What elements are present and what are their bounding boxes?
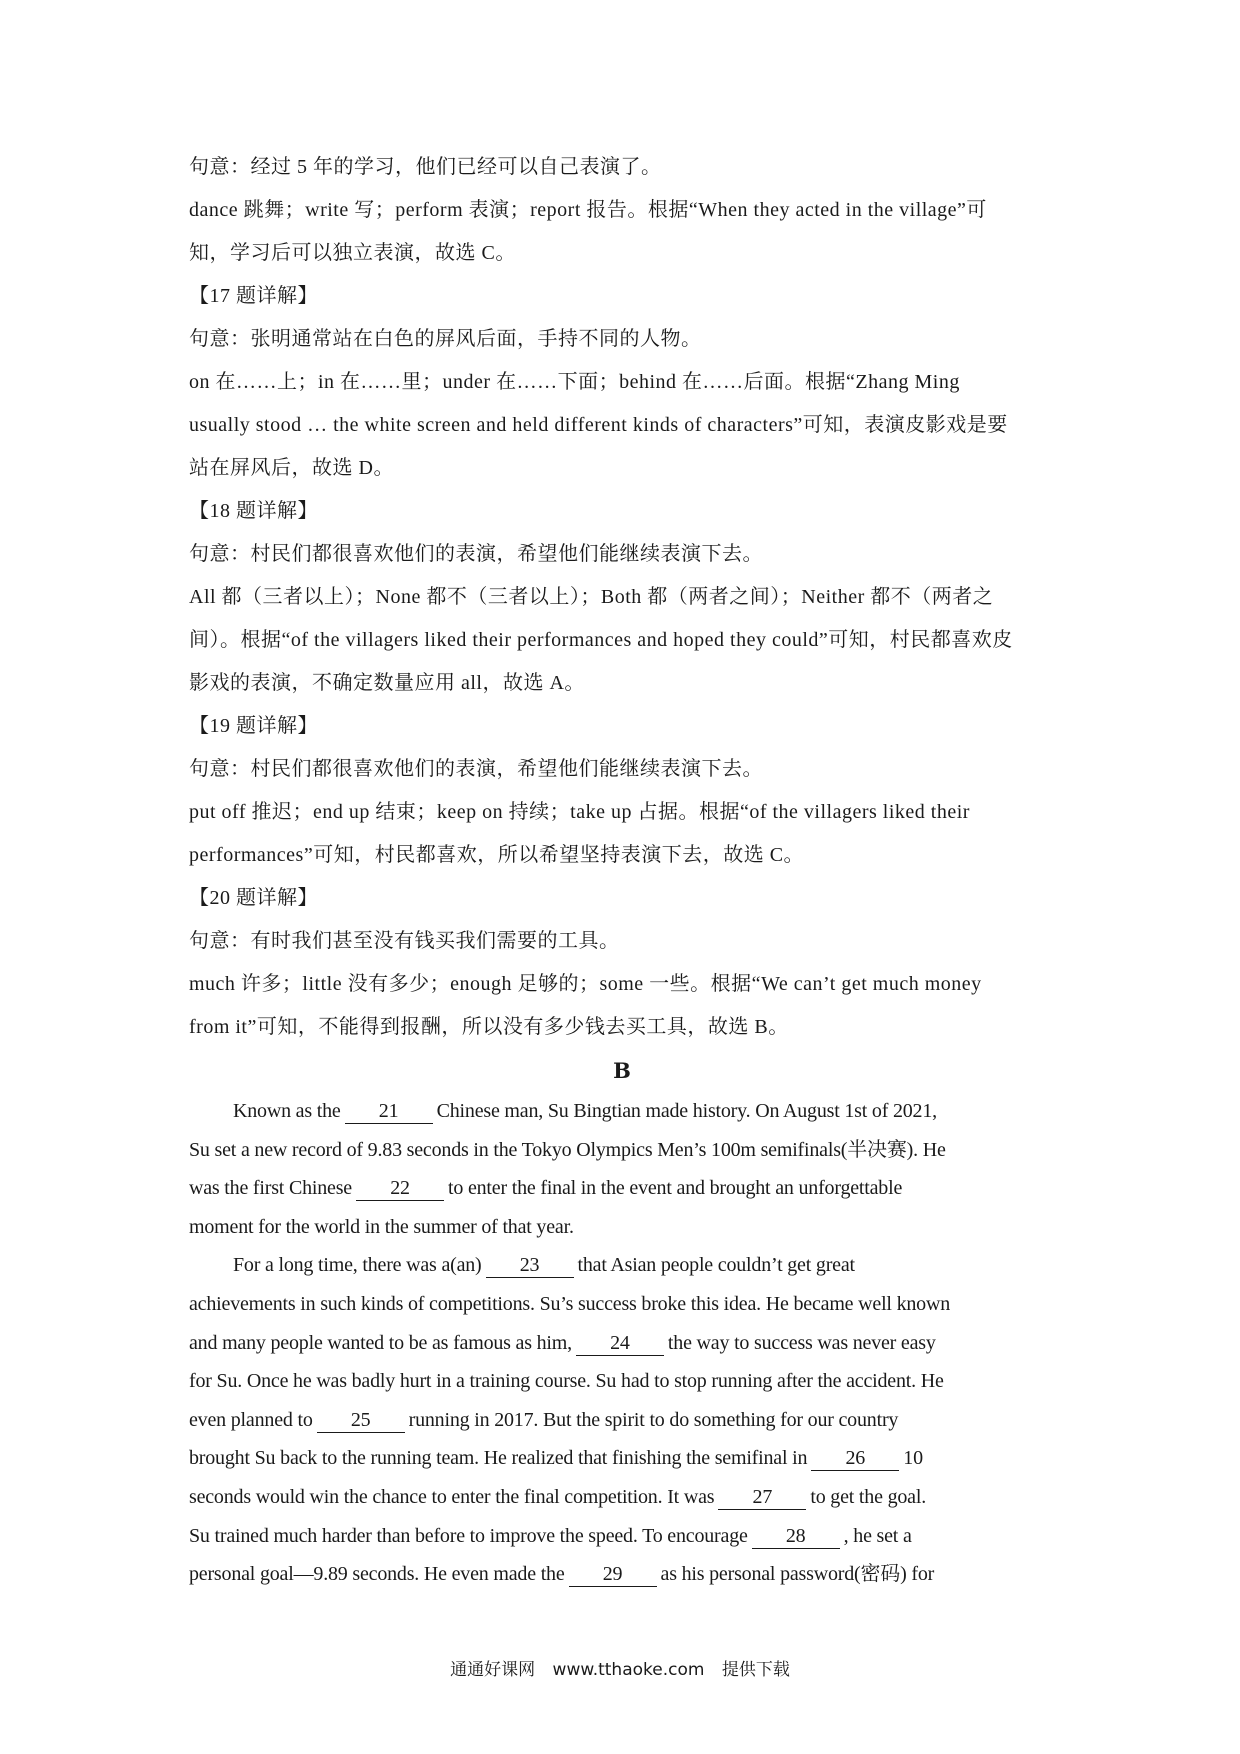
footer-url[interactable]: www.tthaoke.com xyxy=(552,1660,705,1680)
passage-text: moment for the world in the summer of that year. xyxy=(189,1215,574,1238)
passage-line xyxy=(189,1362,1055,1401)
explanation-line: dance 跳舞；write 写；perform 表演；report 报告。根据“When they acted in the village”可 xyxy=(189,199,987,221)
answer-blank: 28 xyxy=(752,1524,840,1549)
explanation-line: usually stood … the white screen and held different kinds of characters”可知，表演皮影戏是要 xyxy=(189,414,1008,436)
explanations xyxy=(189,146,1055,1049)
passage-text: was the first Chinese xyxy=(189,1177,352,1200)
passage-line xyxy=(189,1169,1055,1208)
passage-text: that Asian people couldn’t get great xyxy=(577,1254,855,1277)
answer-blank: 26 xyxy=(811,1446,899,1471)
passage-text: Known as the xyxy=(233,1100,341,1122)
explanation-line: 间）。根据“of the villagers liked their performances and hoped they could”可知，村民都喜欢皮 xyxy=(189,629,1013,651)
explanation-line: 【17 题详解】 xyxy=(189,285,318,307)
answer-blank: 24 xyxy=(576,1331,664,1356)
answer-blank: 22 xyxy=(356,1176,444,1201)
explanation-line: on 在……上；in 在……里；under 在……下面；behind 在……后面。根据“Zhang Ming xyxy=(189,371,960,393)
passage-text: Su trained much harder than before to improve the speed. To encourage xyxy=(189,1524,748,1547)
passage-line xyxy=(189,1285,1055,1324)
passage-b xyxy=(189,1092,1055,1594)
passage-text: even planned to xyxy=(189,1408,313,1431)
section-heading: B xyxy=(613,1058,631,1083)
passage-text: For a long time, there was a(an) xyxy=(233,1254,482,1277)
explanation-line: 【20 题详解】 xyxy=(189,887,318,909)
page-footer xyxy=(0,1655,1240,1680)
answer-blank: 23 xyxy=(486,1253,574,1278)
passage-text: brought Su back to the running team. He realized that finishing the semifinal in xyxy=(189,1447,808,1470)
passage-text: running in 2017. But the spirit to do something for our country xyxy=(408,1408,899,1431)
passage-text: 10 xyxy=(903,1447,923,1470)
explanation-line: 句意：张明通常站在白色的屏风后面，手持不同的人物。 xyxy=(189,328,702,350)
explanation-line: 【19 题详解】 xyxy=(189,715,318,737)
passage-line xyxy=(189,1439,1055,1478)
footer-note: 提供下载 xyxy=(721,1660,790,1680)
explanation-line: 句意：有时我们甚至没有钱买我们需要的工具。 xyxy=(189,930,620,952)
passage-text: to get the goal. xyxy=(810,1485,927,1508)
passage-text: for Su. Once he was badly hurt in a training course. Su had to stop running after the accident. He xyxy=(189,1370,944,1393)
passage-text: , he set a xyxy=(843,1524,912,1547)
passage-text: personal goal—9.89 seconds. He even made the xyxy=(189,1563,565,1586)
passage-line xyxy=(189,1324,1055,1363)
passage-line xyxy=(189,1401,1055,1440)
answer-blank: 29 xyxy=(569,1562,657,1587)
explanation-line: 【18 题详解】 xyxy=(189,500,318,522)
passage-text: seconds would win the chance to enter the final competition. It was xyxy=(189,1485,715,1508)
passage-text: as his personal password(密码) for xyxy=(660,1563,935,1586)
explanation-line: from it”可知，不能得到报酬，所以没有多少钱去买工具，故选 B。 xyxy=(189,1016,789,1038)
passage-text: achievements in such kinds of competitions. Su’s success broke this idea. He became well known xyxy=(189,1292,951,1315)
passage-text: the way to success was never easy xyxy=(667,1331,936,1354)
footer-site-name: 通通好课网 xyxy=(450,1660,536,1680)
passage-text: to enter the final in the event and brought an unforgettable xyxy=(448,1177,903,1200)
explanation-line: 句意：村民们都很喜欢他们的表演，希望他们能继续表演下去。 xyxy=(189,758,763,780)
passage-line xyxy=(189,1478,1055,1517)
answer-blank: 27 xyxy=(718,1485,806,1510)
passage-text: Su set a new record of 9.83 seconds in the Tokyo Olympics Men’s 100m semifinals(半决赛). He xyxy=(189,1138,946,1161)
explanation-line: much 许多；little 没有多少；enough 足够的；some 一些。根据“We can’t get much money xyxy=(189,973,982,995)
explanation-line: 站在屏风后，故选 D。 xyxy=(189,457,394,479)
passage-line xyxy=(189,1246,1055,1285)
explanation-line: All 都（三者以上）；None 都不（三者以上）；Both 都（两者之间）；Neither 都不（两者之 xyxy=(189,586,994,608)
answer-blank: 25 xyxy=(317,1408,405,1433)
explanation-line: 句意：村民们都很喜欢他们的表演，希望他们能继续表演下去。 xyxy=(189,543,763,565)
explanation-line: 知，学习后可以独立表演，故选 C。 xyxy=(189,242,516,264)
document-body xyxy=(189,146,1055,1594)
explanation-line: performances”可知，村民都喜欢，所以希望坚持表演下去，故选 C。 xyxy=(189,844,805,866)
explanation-line: put off 推迟；end up 结束；keep on 持续；take up 占据。根据“of the villagers liked their xyxy=(189,801,970,823)
passage-text: and many people wanted to be as famous as him, xyxy=(189,1331,572,1354)
passage-line xyxy=(189,1208,1055,1247)
explanation-line: 句意：经过 5 年的学习，他们已经可以自己表演了。 xyxy=(189,156,662,178)
passage-line xyxy=(189,1092,1055,1131)
passage-line xyxy=(189,1131,1055,1170)
answer-blank: 21 xyxy=(345,1099,433,1124)
passage-line xyxy=(189,1555,1055,1594)
passage-line xyxy=(189,1517,1055,1556)
explanation-line: 影戏的表演，不确定数量应用 all，故选 A。 xyxy=(189,672,585,694)
passage-text: Chinese man, Su Bingtian made history. On August 1st of 2021, xyxy=(436,1100,937,1122)
